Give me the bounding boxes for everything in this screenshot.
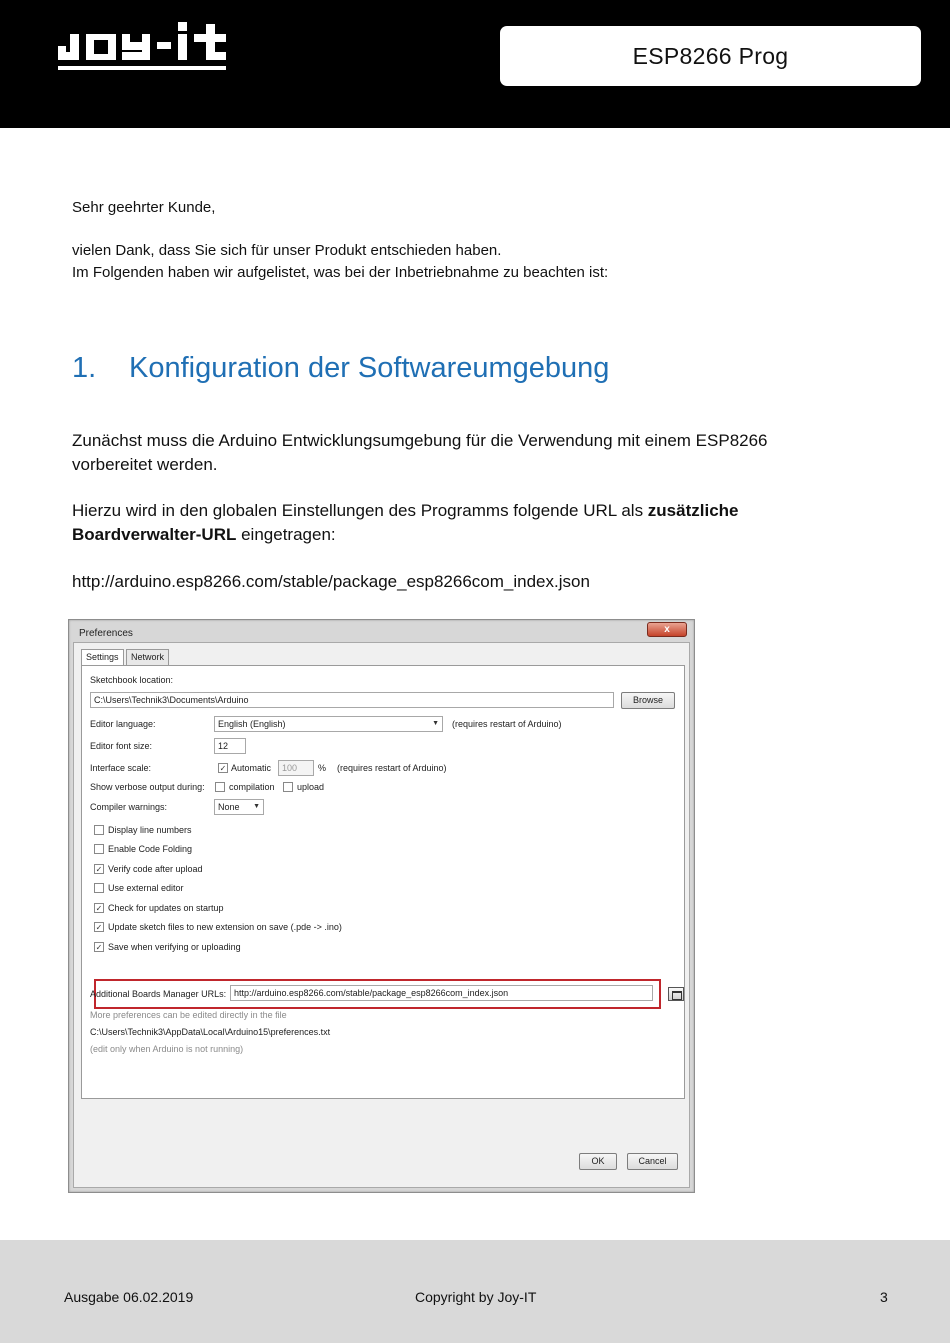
paragraph-2-line-1 [72,499,739,523]
greeting: Sehr geehrter Kunde, [72,199,216,216]
close-button[interactable]: x [647,622,687,637]
window-title: Preferences [79,628,133,639]
paragraph-2-tail: eingetragen: [236,525,336,544]
section-heading [72,352,609,385]
tab-settings[interactable]: Settings [81,649,124,666]
paragraph-2-line-2 [72,523,336,547]
prefs-path[interactable]: C:\Users\Technik3\AppData\Local\Arduino15\preferences.txt [90,1027,331,1037]
window-icon[interactable] [668,987,684,1001]
option-checkbox-code-folding[interactable] [94,844,104,854]
font-size-label: Editor font size: [90,741,153,751]
option-label: Use external editor [108,883,184,893]
chevron-down-icon: ▼ [253,803,260,810]
intro-line-2: Im Folgenden haben wir aufgelistet, was bei der Inbetriebnahme zu beachten ist: [72,264,609,281]
option-checkbox-verify[interactable]: ✓ [95,865,103,874]
tab-network[interactable]: Network [126,649,169,665]
font-size-input[interactable]: 12 [214,738,246,754]
editor-language-note: (requires restart of Arduino) [452,719,562,729]
option-checkbox-external-editor[interactable] [94,883,104,893]
compiler-warnings-value: None [218,802,240,812]
option-label: Check for updates on startup [108,903,224,913]
automatic-label: Automatic [231,763,272,773]
cancel-button[interactable]: Cancel [627,1153,678,1170]
compilation-label: compilation [229,782,275,792]
automatic-checkbox[interactable]: ✓ [219,764,227,773]
boards-url-input[interactable]: http://arduino.esp8266.com/stable/package_esp8266com_index.json [230,985,653,1001]
board-url: http://arduino.esp8266.com/stable/package_esp8266com_index.json [72,572,590,591]
scale-input[interactable]: 100 [278,760,314,776]
editor-language-label: Editor language: [90,719,156,729]
sketchbook-label: Sketchbook location: [90,675,174,685]
interface-scale-label: Interface scale: [90,763,152,773]
paragraph-1-line-2: vorbereitet werden. [72,455,218,474]
logo-graphic [56,20,232,84]
page-header [0,0,950,128]
paragraph-2-bold-1: zusätzliche [647,501,739,520]
compiler-warnings-label: Compiler warnings: [90,802,168,812]
document-title: ESP8266 Prog [632,42,789,69]
section-title: Konfiguration der Softwareumgebung [129,352,610,384]
upload-checkbox[interactable] [283,782,293,792]
edition-date: Ausgabe 06.02.2019 [64,1289,194,1305]
settings-panel [81,665,685,1099]
option-label: Update sketch files to new extension on save (.pde -> .ino) [108,922,342,932]
section-number: 1. [72,352,97,384]
page-number: 3 [880,1289,888,1305]
page-footer [0,1240,950,1343]
editor-language-value: English (English) [218,719,286,729]
boards-url-label: Additional Boards Manager URLs: [90,989,227,999]
option-label: Save when verifying or uploading [108,942,241,952]
intro-line-1: vielen Dank, dass Sie sich für unser Produkt entschieden haben. [72,242,502,259]
option-checkbox-extension[interactable]: ✓ [95,923,103,932]
more-prefs-note: More preferences can be edited directly in the file [90,1010,287,1020]
option-checkbox-line-numbers[interactable] [94,825,104,835]
chevron-down-icon: ▼ [432,720,439,727]
upload-label: upload [297,782,325,792]
option-label: Display line numbers [108,825,192,835]
copyright: Copyright by Joy-IT [415,1289,537,1305]
document-title-box [500,26,921,86]
preferences-window [68,619,695,1193]
option-label: Verify code after upload [108,864,203,874]
verbose-label: Show verbose output during: [90,782,205,792]
browse-button[interactable]: Browse [621,692,675,709]
option-checkbox-updates[interactable]: ✓ [95,904,103,913]
compiler-warnings-select[interactable] [214,799,264,815]
compilation-checkbox[interactable] [215,782,225,792]
joy-it-logo [56,20,232,89]
paragraph-2-text: Hierzu wird in den globalen Einstellungen des Programms folgende URL als [72,501,648,520]
paragraph-1-line-1: Zunächst muss die Arduino Entwicklungsumgebung für die Verwendung mit einem ESP8266 [72,431,768,450]
option-checkbox-save[interactable]: ✓ [95,943,103,952]
ok-button[interactable]: OK [579,1153,617,1170]
sketchbook-input[interactable]: C:\Users\Technik3\Documents\Arduino [90,692,614,708]
edit-note: (edit only when Arduino is not running) [90,1044,244,1054]
scale-unit: % [318,763,327,773]
paragraph-2-bold-2: Boardverwalter-URL [72,525,237,544]
editor-language-select[interactable] [214,716,443,732]
option-label: Enable Code Folding [108,844,193,854]
window-body [73,642,690,1188]
scale-note: (requires restart of Arduino) [337,763,447,773]
